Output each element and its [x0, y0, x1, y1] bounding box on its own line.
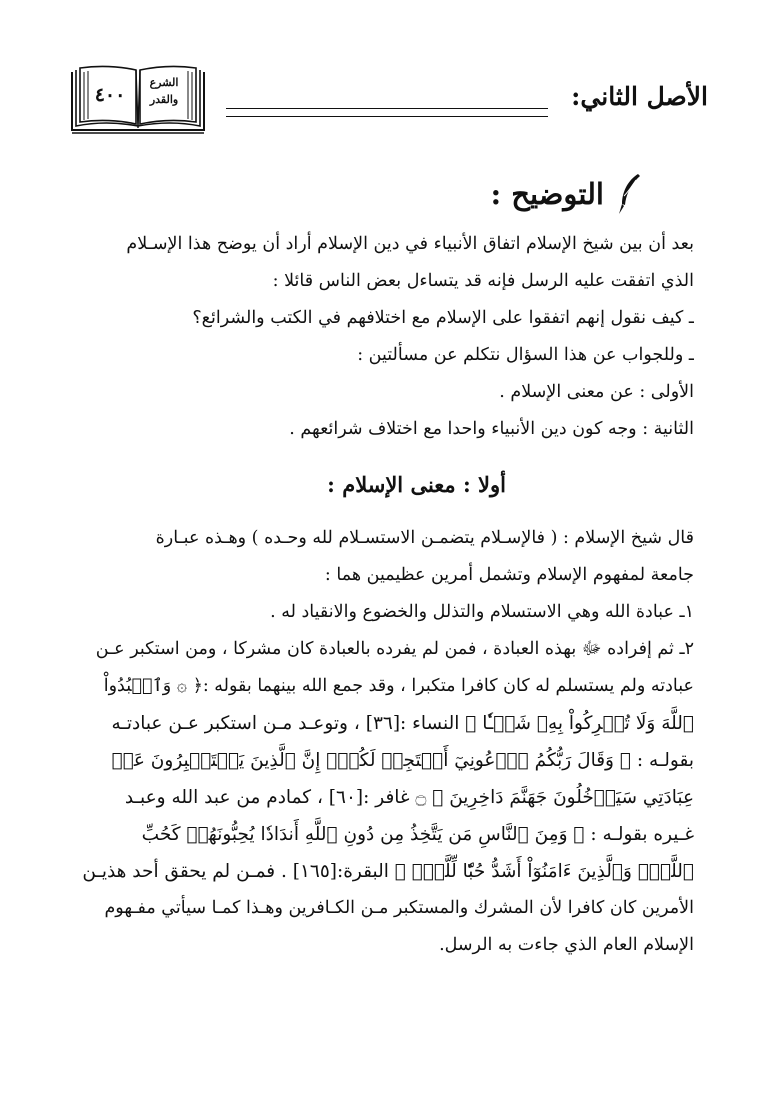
book-label-line1: الشرع	[149, 76, 179, 89]
text-line: ـ وللجواب عن هذا السؤال نتكلم عن مسألتين :	[357, 345, 694, 365]
text-line: ٢ـ ثم إفراده ﷻ بهذه العبادة ، فمن لم يفرده بالعبادة كان مشركا ، ومن استكبر عـن	[95, 639, 694, 659]
text-line: الثانية : وجه كون دين الأنبياء واحدا مع اختلاف شرائعهم .	[289, 419, 694, 439]
text-line: عبادته ولم يستسلم له كان كافرا متكبرا ، وقد جمع الله بينهما بقوله :﴿ ۞ وَٱعۡبُدُواْ	[103, 676, 694, 696]
header-rule	[226, 108, 548, 109]
book-label	[138, 74, 190, 108]
quill-pen-icon	[614, 172, 644, 216]
subheading: أولا : معنى الإسلام :	[327, 472, 506, 497]
text-line: ـ كيف نقول إنهم اتفقوا على الإسلام مع اختلافهم في الكتب والشرائع؟	[192, 308, 694, 328]
quran-verse-line: بقولـه : ﴿ وَقَالَ رَبُّكُمُ ٱدۡعُونِيٓ أَسۡتَجِبۡ لَكُمۡۚ إِنَّ ٱلَّذِينَ يَسۡتَكۡبِرُونَ عَنۡ	[111, 750, 694, 771]
text-line: الذي اتفقت عليه الرسل فإنه قد يتساءل بعض الناس قائلا :	[272, 271, 694, 291]
quran-verse-line: ٱللَّهَ وَلَا تُشۡرِكُواْ بِهِۦ شَيۡـٔٗا ﴾ النساء :[٣٦] ، وتوعـد مـن استكبر عـن عبادتـه	[111, 713, 694, 734]
book-label-line2: والقدر	[149, 93, 179, 106]
text-line: جامعة لمفهوم الإسلام وتشمل أمرين عظيمين هما :	[324, 565, 694, 585]
open-book-ornament	[68, 64, 208, 136]
quran-verse-line: غـيره بقولـه : ﴿ وَمِنَ ٱلنَّاسِ مَن يَتَّخِذُ مِن دُونِ ٱللَّهِ أَندَادٗا يُحِبُّونَهُمۡ كَحُبِّ	[141, 824, 694, 845]
quran-verse-line: ٱللَّهِۖ وَٱلَّذِينَ ءَامَنُوٓاْ أَشَدُّ حُبّٗا لِّلَّهِۗ ﴾ البقرة:[١٦٥] . فمـن لم يحقق أحد هذيـن	[82, 861, 694, 882]
text-line: قال شيخ الإسلام : ( فالإسـلام يتضمـن الاستسـلام لله وحـده ) وهـذه عبـارة	[155, 528, 694, 548]
text-line: الأولى : عن معنى الإسلام .	[499, 382, 694, 402]
running-header-title: الأصل الثاني:	[571, 82, 708, 111]
section-title: التوضيح :	[490, 177, 604, 211]
text-line: بعد أن بين شيخ الإسلام اتفاق الأنبياء في دين الإسلام أراد أن يوضح هذا الإسـلام	[126, 234, 694, 254]
section-heading	[490, 172, 644, 216]
text-line: ١ـ عبادة الله وهي الاستسلام والتذلل والخضوع والانقياد له .	[270, 602, 694, 622]
body-paragraph	[66, 520, 694, 964]
quran-verse-line: عِبَادَتِي سَيَدۡخُلُونَ جَهَنَّمَ دَاخِرِينَ ﴾ ۝ غافر :[٦٠] ، كمادم من عبد الله وعبـد	[124, 787, 694, 808]
text-line: الأمرين كان كافرا لأن المشرك والمستكبر مـن الكـافرين وهـذا كمـا سيأتي مفـهوم	[104, 898, 694, 918]
page-header	[68, 64, 708, 136]
page-number: ٤٠٠	[94, 84, 126, 106]
text-line: الإسلام العام الذي جاءت به الرسل.	[439, 935, 694, 955]
header-rule	[226, 116, 548, 117]
intro-paragraph	[66, 226, 694, 448]
